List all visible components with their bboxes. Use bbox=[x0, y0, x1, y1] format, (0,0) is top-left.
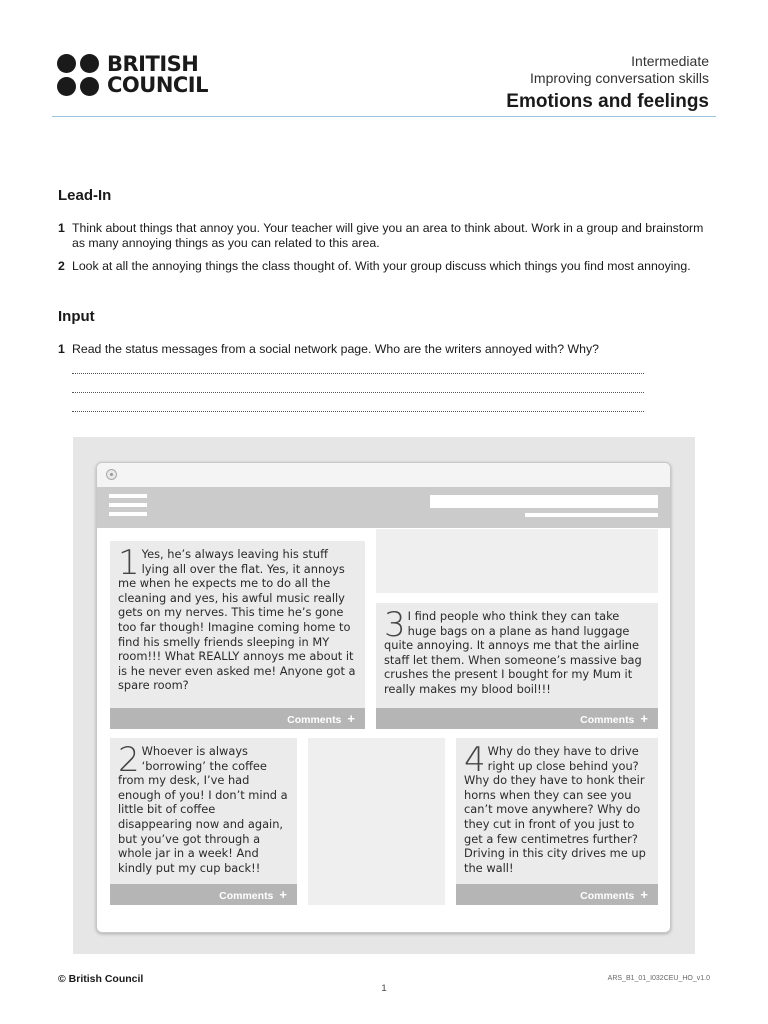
answer-line bbox=[72, 411, 644, 412]
input-item-1: 1 Read the status messages from a social network page. Who are the writers annoyed with? Why? bbox=[58, 342, 599, 356]
british-council-logo bbox=[57, 54, 208, 96]
input-heading: Input bbox=[58, 308, 95, 325]
status-post-3 bbox=[376, 603, 658, 729]
status-post-1 bbox=[110, 541, 365, 729]
empty-post-slot bbox=[376, 529, 658, 593]
search-sub-bar bbox=[525, 513, 658, 517]
search-input[interactable] bbox=[430, 495, 658, 508]
lead-in-item-2: 2 Look at all the annoying things the class thought of. With your group discuss which things you find most annoying. bbox=[58, 259, 691, 273]
comments-button[interactable]: Comments + bbox=[376, 708, 658, 729]
post-number: 2 bbox=[118, 740, 140, 780]
post-text: Yes, he’s always leaving his stuff lying all over the flat. Yes, it annoys me when he expects me to do all the cleaning and yes, his awful music really gets on my nerves. This time he’s gone too far though! Imagine coming home to find his smelly friends sleeping in MY room!!! What REALLY annoys me about it is he never even asked me! Anyone got a spare room? bbox=[118, 547, 356, 693]
site-navbar bbox=[97, 487, 670, 528]
answer-line bbox=[72, 392, 644, 393]
comments-button[interactable]: Comments + bbox=[110, 708, 365, 729]
post-text: I find people who think they can take huge bags on a plane as hand luggage quite annoying. It annoys me that the airline staff let them. When someone’s massive bag crushes the present I bought for my Mum it really makes my blood boil!!! bbox=[384, 609, 642, 696]
plus-icon: + bbox=[347, 711, 355, 726]
empty-post-slot bbox=[308, 738, 445, 905]
logo-wordmark: BRITISH COUNCIL bbox=[107, 52, 208, 97]
logo-dots-icon bbox=[57, 54, 99, 96]
level-label: Intermediate bbox=[631, 53, 709, 69]
course-subtitle: Improving conversation skills bbox=[530, 70, 709, 86]
answer-line bbox=[72, 373, 644, 374]
plus-icon: + bbox=[640, 711, 648, 726]
post-number: 4 bbox=[464, 740, 486, 780]
header-divider bbox=[52, 116, 716, 117]
status-post-4 bbox=[456, 738, 658, 905]
plus-icon: + bbox=[279, 887, 287, 902]
plus-icon: + bbox=[640, 887, 648, 902]
menu-icon[interactable] bbox=[109, 512, 147, 516]
menu-icon[interactable] bbox=[109, 494, 147, 498]
lead-in-item-1: 1 Think about things that annoy you. Your teacher will give you an area to think about. Work in a group and brainstorm as many annoying things as you can related to this area. bbox=[58, 221, 704, 250]
header-info bbox=[506, 53, 709, 115]
window-close-icon[interactable] bbox=[106, 469, 117, 480]
status-post-2 bbox=[110, 738, 297, 905]
page-number: 1 bbox=[381, 983, 387, 994]
comments-button[interactable]: Comments + bbox=[456, 884, 658, 905]
post-text: Whoever is always ‘borrowing’ the coffee from my desk, I’ve had enough of you! I don’t mind a little bit of coffee disappearing now and again, but you’ve got through a whole jar in a week! And kindly put my cup back!! bbox=[118, 744, 288, 875]
menu-icon[interactable] bbox=[109, 503, 147, 507]
copyright: © British Council bbox=[58, 973, 144, 985]
comments-button[interactable]: Comments + bbox=[110, 884, 297, 905]
browser-window bbox=[96, 462, 671, 933]
post-text: Why do they have to drive right up close behind you? Why do they have to honk their horns when they can see you can’t move anywhere? Why do they cut in front of you just to get a few centimetres further? Driving in this city drives me up the wall! bbox=[464, 744, 646, 875]
post-number: 1 bbox=[118, 543, 140, 583]
post-number: 3 bbox=[384, 605, 406, 645]
document-code: ARS_B1_01_I032CEU_HO_v1.0 bbox=[607, 975, 710, 982]
page-title: Emotions and feelings bbox=[506, 91, 709, 112]
window-titlebar bbox=[97, 463, 670, 487]
lead-in-heading: Lead-In bbox=[58, 187, 112, 204]
